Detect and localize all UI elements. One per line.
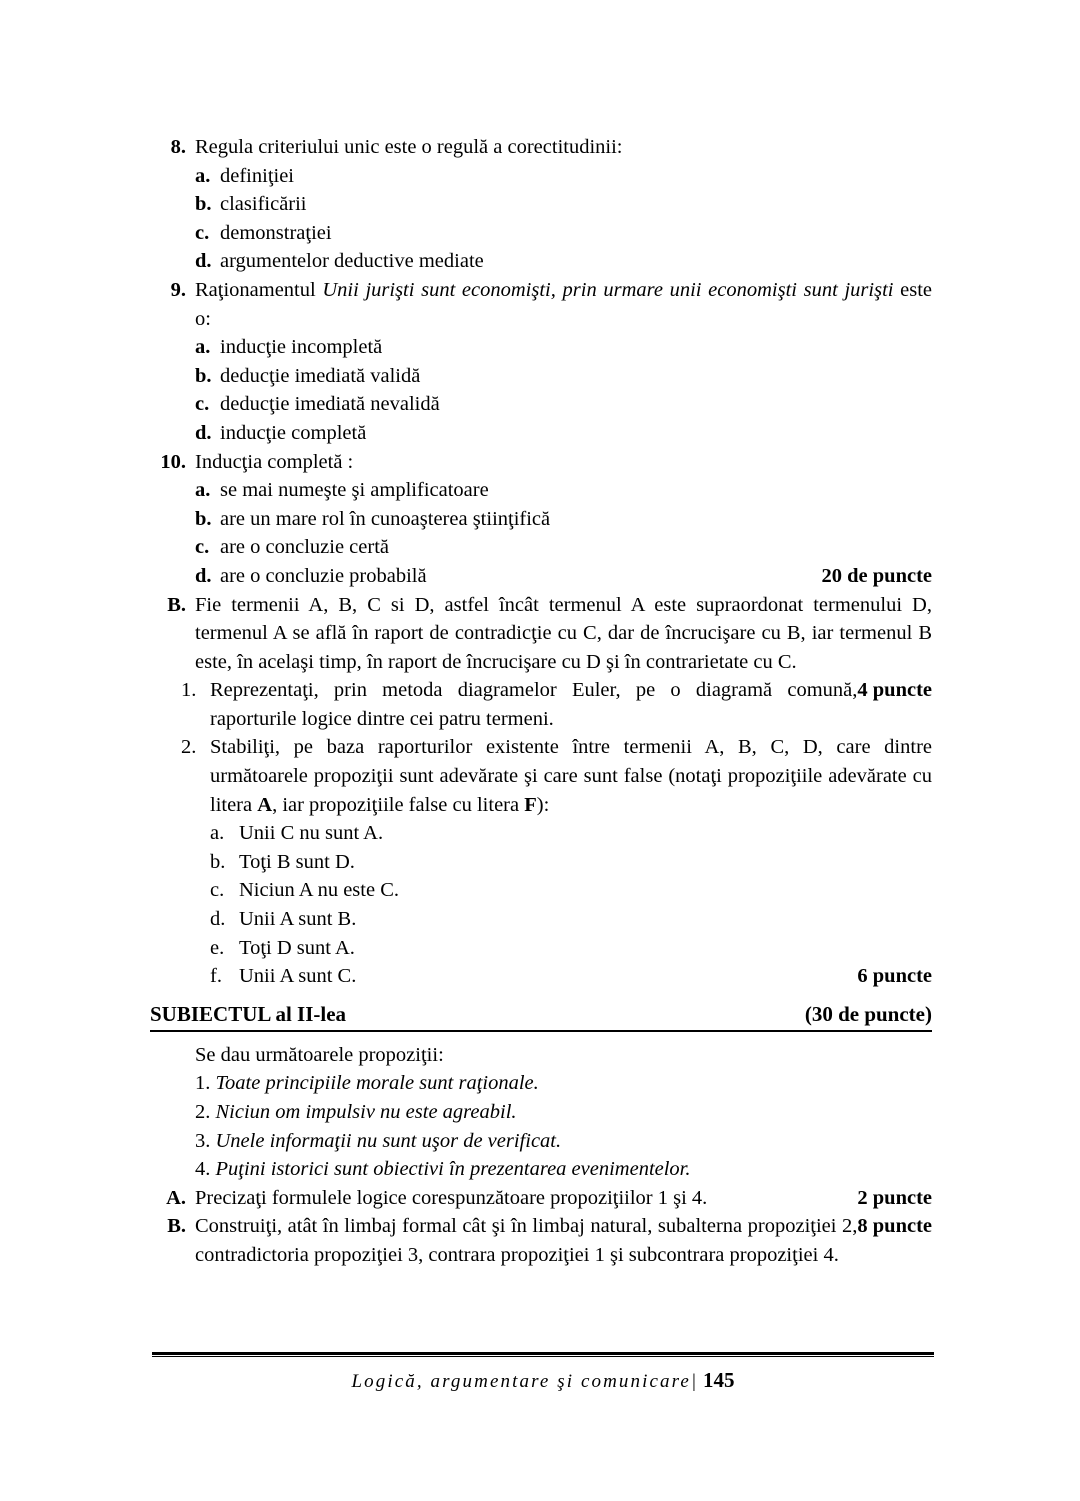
sub-text-part1: Stabiliţi, pe baza raporturilor existente între termenii A, B, C, D, care dintre următoarele propoziţii sunt adevărate şi care sunt false (notaţi propoziţiile adevărate cu litera [210, 736, 932, 816]
task-text-value: Construiţi, atât în limbaj formal cât şi în limbaj natural, subalterna propoziţiei 2, contradictoria propoziţiei 3, contrara propoziţiei 1 şi subcontrara propoziţiei 4. [195, 1215, 858, 1266]
section-points: (30 de puncte) [804, 1001, 932, 1026]
option-item [195, 390, 932, 419]
list-item [210, 934, 932, 963]
option-item [195, 219, 932, 248]
task-text [195, 1184, 932, 1213]
question-number: 8. [170, 136, 186, 158]
list-item-letter: d. [210, 908, 226, 931]
option-text: are un mare rol în cunoaşterea ştiinţifică [220, 507, 551, 530]
list-item [210, 962, 932, 991]
question-item [152, 448, 932, 477]
option-text: inducţie incompletă [220, 336, 383, 359]
points-label: 20 de puncte [821, 564, 932, 587]
section-b-label: B. [167, 593, 186, 616]
question-item [152, 276, 932, 333]
list-item [210, 848, 932, 877]
sub-text-bold-a: A [257, 793, 273, 816]
proposition-number: 2. [195, 1101, 211, 1123]
sub-item-number: 2. [181, 736, 197, 759]
proposition-item [195, 1127, 932, 1156]
task-text-value: Precizaţi formulele logice corespunzătoare propoziţiilor 1 şi 4. [195, 1186, 708, 1209]
option-letter: b. [195, 193, 212, 216]
list-item-text: Toţi B sunt D. [239, 850, 355, 873]
task-text [195, 1212, 932, 1269]
list-item [210, 819, 932, 848]
proposition-text: Unele informaţii nu sunt uşor de verificat. [215, 1129, 562, 1152]
option-text: se mai numeşte şi amplificatoare [220, 479, 489, 502]
footer-separator: | [690, 1371, 699, 1392]
question-item [152, 133, 932, 162]
footer-book-title: Logică, argumentare şi comunicare [351, 1371, 691, 1392]
section-heading [150, 999, 932, 1032]
question-stem: Inducţia completă : [195, 450, 354, 473]
list-item-text: Unii C nu sunt A. [239, 822, 384, 845]
proposition-number: 1. [195, 1072, 211, 1095]
sub-text-part2: , iar propoziţiile false cu litera [272, 793, 525, 816]
sub-item-text [210, 733, 932, 819]
page-footer [152, 1352, 934, 1393]
option-letter: d. [195, 564, 212, 587]
section-b [152, 591, 932, 677]
proposition-item [195, 1098, 932, 1127]
proposition-number: 3. [195, 1129, 211, 1152]
option-text-value: are o concluzie probabilă [220, 564, 427, 587]
sub-item [181, 733, 932, 819]
option-letter: a. [195, 164, 211, 187]
option-item [195, 419, 932, 448]
sub-item-text-value: Reprezentaţi, prin metoda diagramelor Euler, pe o diagramă comună, raporturile logice dintre cei patru termeni. [210, 679, 858, 730]
task-label: A. [166, 1186, 186, 1209]
option-letter: d. [195, 250, 212, 273]
option-text: inducţie completă [220, 421, 367, 444]
option-letter: b. [195, 364, 212, 387]
sub-text-bold-f: F [524, 793, 537, 816]
points-label: 8 puncte [857, 1215, 932, 1238]
list-item [210, 905, 932, 934]
proposition-item [195, 1069, 932, 1098]
task-item [152, 1212, 932, 1269]
list-item [210, 876, 932, 905]
question-stem: Regula criteriului unic este o regulă a corectitudinii: [195, 136, 623, 158]
points-label: 6 puncte [857, 965, 932, 988]
option-item [195, 190, 932, 219]
proposition-item [195, 1155, 932, 1184]
option-letter: c. [195, 393, 210, 416]
option-item [195, 247, 932, 276]
section-b-text: Fie termenii A, B, C si D, astfel încât termenul A este supraordonat termenului D, termenul A se află în raport de contradicţie cu C, dar de încrucişare cu B, iar termenul B este, în acelaşi timp, în raport de încrucişare cu D şi în contrarietate cu C. [195, 593, 932, 673]
question-number: 9. [170, 278, 186, 301]
sub-text-part3: ): [536, 793, 550, 816]
option-text: deducţie imediată validă [220, 364, 421, 387]
proposition-number: 4. [195, 1158, 211, 1181]
section-title: SUBIECTUL al II-lea [150, 1001, 347, 1026]
list-item-text [239, 962, 932, 991]
proposition-text: Puţini istorici sunt obiectivi în prezentarea evenimentelor. [215, 1158, 691, 1181]
option-letter: a. [195, 479, 211, 502]
option-item [195, 476, 932, 505]
option-text [220, 562, 932, 591]
option-item [195, 533, 932, 562]
list-item-letter: b. [210, 850, 226, 873]
stem-prefix: Raţionamentul [195, 278, 323, 301]
option-letter: c. [195, 221, 210, 244]
sub-item [181, 676, 932, 733]
option-item [195, 333, 932, 362]
option-item [195, 505, 932, 534]
option-text: deducţie imediată nevalidă [220, 393, 440, 416]
stem-suffix: este o: [195, 278, 932, 330]
list-item-letter: e. [210, 936, 225, 959]
list-item-text: Unii A sunt B. [239, 908, 357, 931]
propositions-intro: Se dau următoarele propoziţii: [195, 1043, 444, 1066]
footer-divider [152, 1352, 934, 1357]
option-letter: b. [195, 507, 212, 530]
task-item [152, 1184, 932, 1213]
option-item [195, 362, 932, 391]
option-item [195, 562, 932, 591]
option-item [195, 162, 932, 191]
option-letter: c. [195, 536, 210, 559]
list-item-text: Niciun A nu este C. [239, 879, 400, 902]
option-text: are o concluzie certă [220, 536, 390, 559]
points-label: 2 puncte [857, 1186, 932, 1209]
page-content [152, 133, 932, 1270]
footer-page-number: 145 [703, 1368, 735, 1392]
question-stem [195, 276, 932, 333]
option-letter: a. [195, 336, 211, 359]
option-text: definiţiei [220, 164, 295, 187]
list-item-letter: c. [210, 879, 225, 902]
footer-text [152, 1368, 934, 1393]
option-text: demonstraţiei [220, 221, 332, 244]
proposition-text: Niciun om impulsiv nu este agreabil. [215, 1101, 517, 1123]
points-label: 4 puncte [857, 679, 932, 702]
list-item-text: Toţi D sunt A. [239, 936, 355, 959]
task-label: B. [167, 1215, 186, 1238]
list-item-text-value: Unii A sunt C. [239, 965, 357, 988]
option-text: clasificării [220, 193, 307, 216]
list-item-letter: a. [210, 822, 225, 845]
list-item-letter: f. [210, 965, 222, 988]
question-number: 10. [160, 450, 186, 473]
sub-item-text [210, 676, 932, 733]
stem-italic: Unii jurişti sunt economişti, prin urmare unii economişti sunt jurişti [322, 278, 894, 301]
proposition-text: Toate principiile morale sunt raţionale. [215, 1072, 539, 1095]
option-text: argumentelor deductive mediate [220, 250, 484, 273]
sub-item-number: 1. [181, 679, 197, 702]
option-letter: d. [195, 421, 212, 444]
